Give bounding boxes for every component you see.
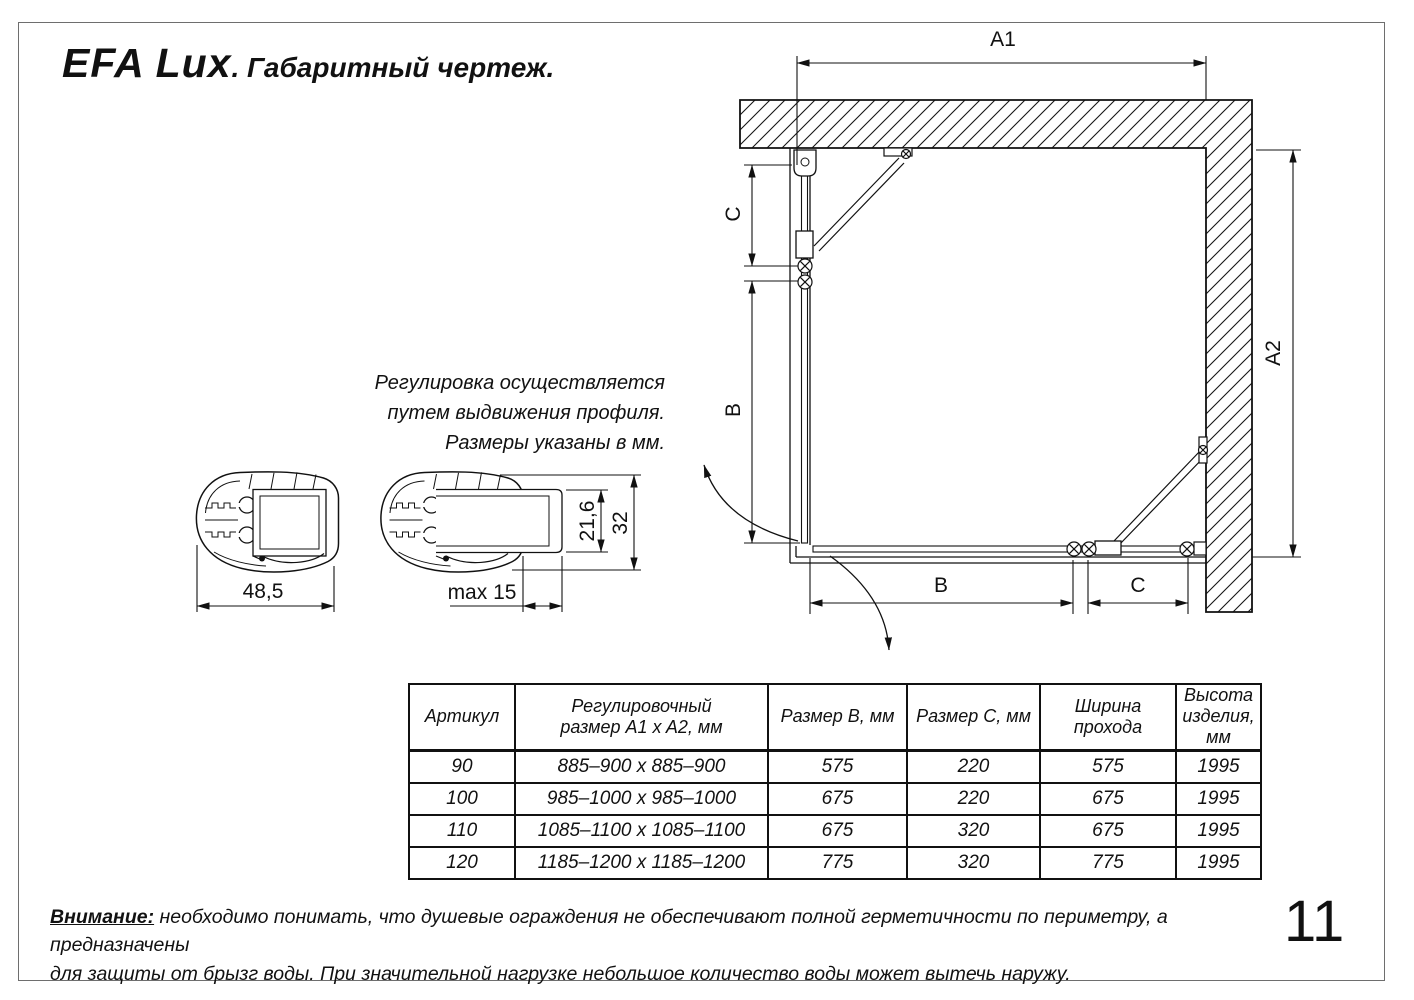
note-line: путем выдвижения профиля. [387,402,665,424]
dim-label-max-insert: max 15 [447,581,517,604]
cell-adjustable-size: 1185–1200 x 1185–1200 [515,847,768,879]
cell-size-c: 320 [907,815,1040,847]
wall-section [740,100,1252,612]
cell-article: 120 [409,847,515,879]
tray-edge [790,148,1206,563]
cell-adjustable-size: 1085–1100 x 1085–1100 [515,815,768,847]
cell-article: 110 [409,815,515,847]
spec-table-header-row [409,684,1261,750]
left-support-brace [814,148,912,251]
cell-size-b: 675 [768,783,907,815]
warning-note [50,903,1240,988]
warning-line: для защиты от брызг воды. При значительной нагрузке небольшое количество воды может вытечь наружу. [50,962,1071,985]
left-brace-connector [796,231,813,258]
wall-hinge-bracket [1180,542,1206,556]
profile-section-left [196,472,338,572]
dim-label-c-left: C [722,206,745,222]
cell-height: 1995 [1176,847,1261,879]
cell-pass-width: 675 [1040,783,1176,815]
dim-label-a1: A1 [990,28,1016,51]
cell-adjustable-size: 885–900 x 885–900 [515,750,768,783]
cell-size-c: 220 [907,750,1040,783]
cell-size-c: 320 [907,847,1040,879]
col-header-adjustable-size: Регулировочный размер A1 x A2, мм [515,684,768,750]
cell-height: 1995 [1176,750,1261,783]
dim-label-outer-height: 32 [609,511,632,535]
page-number: 11 [1284,889,1345,954]
cell-size-b: 575 [768,750,907,783]
dim-label-b-bottom: B [933,574,949,597]
cell-article: 100 [409,783,515,815]
note-line: Регулировка осуществляется [374,372,665,394]
table-row [409,750,1261,783]
table-row [409,847,1261,879]
warning-line: Внимание: необходимо понимать, что душевые ограждения не обеспечивают полной герметичности по периметру, а предназначены [50,906,1168,957]
bottom-support-brace [1114,437,1208,545]
bottom-brace-connector [1095,541,1121,555]
cell-height: 1995 [1176,783,1261,815]
cell-size-c: 220 [907,783,1040,815]
profile-section-right [381,472,562,572]
warning-label: Внимание: [50,906,155,928]
brand-name: EFA Lux [62,40,232,86]
col-header-article: Артикул [409,684,515,750]
col-header-size-c: Размер C, мм [907,684,1040,750]
bottom-hinge [1067,542,1096,556]
col-header-height: Высота изделия, мм [1176,684,1261,750]
col-header-size-b: Размер B, мм [768,684,907,750]
table-row [409,815,1261,847]
spec-table [408,683,1262,880]
cell-pass-width: 675 [1040,815,1176,847]
col-header-pass-width: Ширина прохода [1040,684,1176,750]
cell-size-b: 775 [768,847,907,879]
left-glass-panel [794,150,816,543]
cell-size-b: 675 [768,815,907,847]
dim-label-inner-height: 21,6 [576,500,599,542]
table-row [409,783,1261,815]
cell-pass-width: 775 [1040,847,1176,879]
dim-label-c-bottom: C [1130,574,1146,597]
dim-label-b-left: B [722,402,745,418]
dim-label-profile-width: 48,5 [242,580,284,603]
cell-height: 1995 [1176,815,1261,847]
cell-article: 90 [409,750,515,783]
dim-label-a2: A2 [1262,340,1285,366]
bottom-glass-door [813,546,1193,552]
cell-adjustable-size: 985–1000 x 985–1000 [515,783,768,815]
cell-pass-width: 575 [1040,750,1176,783]
note-line: Размеры указаны в мм. [445,432,665,454]
title-subtitle: . Габаритный чертеж. [231,52,555,83]
